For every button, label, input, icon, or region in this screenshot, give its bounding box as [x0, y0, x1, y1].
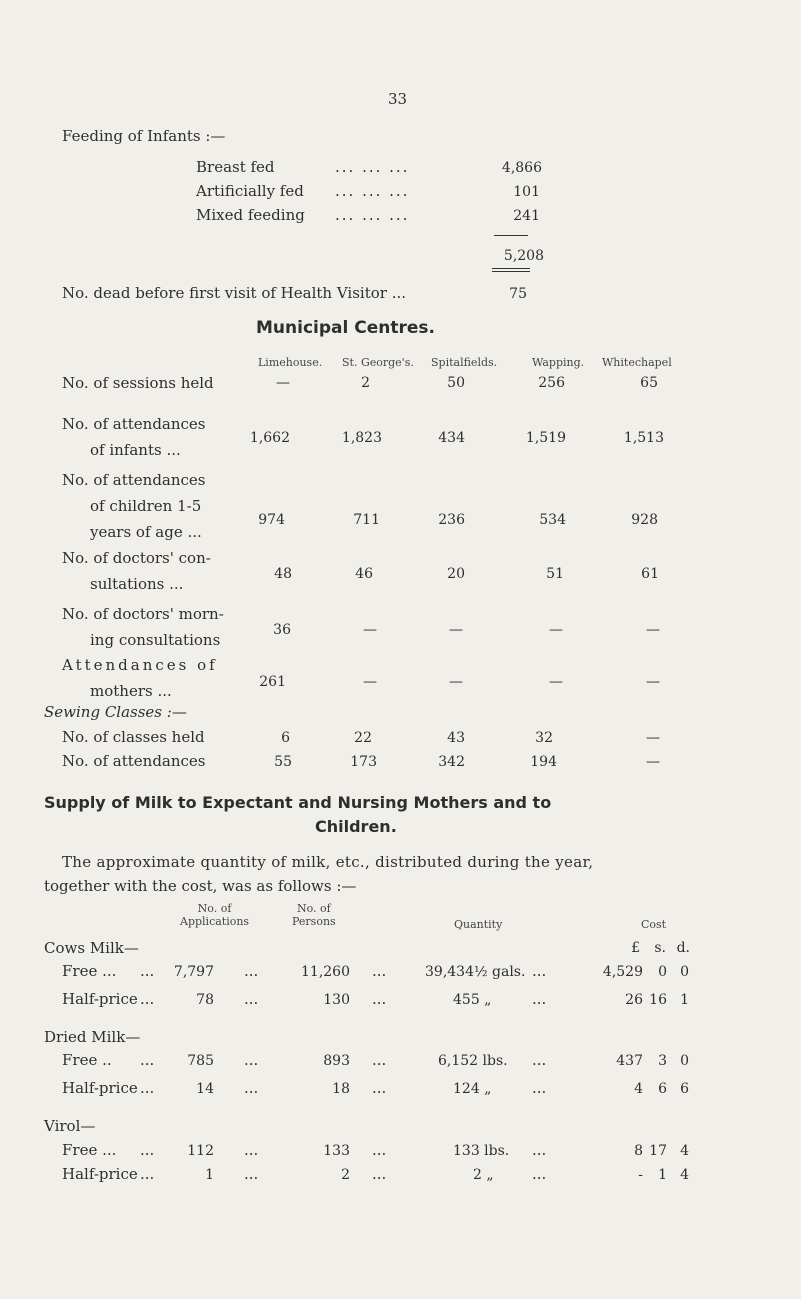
cell-whitechapel: 1,513	[623, 430, 664, 446]
milk-cost-pounds: 4,529	[602, 964, 643, 980]
feeding-dots: ... ... ...	[335, 206, 410, 224]
col-header-applications: No. of Applications	[180, 902, 250, 928]
milk-cost-pounds: 8	[634, 1143, 643, 1159]
cell-st-georges: —	[363, 674, 377, 690]
milk-row-label: Half-price	[62, 1165, 138, 1183]
col-header-whitechapel: Whitechapel	[602, 356, 672, 369]
cell-whitechapel: —	[646, 730, 660, 746]
cell-limehouse: 55	[274, 754, 292, 770]
cell-st-georges: 2	[361, 375, 370, 391]
milk-cost-pounds: 437	[616, 1053, 643, 1069]
col-header-spitalfields: Spitalfields.	[431, 356, 498, 369]
milk-cost-shillings: 0	[658, 964, 667, 980]
cell-whitechapel: 928	[631, 512, 658, 528]
cell-whitechapel: 61	[641, 566, 659, 582]
ellipsis: ...	[372, 1051, 387, 1069]
milk-intro: The approximate quantity of milk, etc., distributed during the year,	[62, 853, 594, 871]
milk-apps: 1	[205, 1167, 214, 1183]
milk-row-label: Half-price	[62, 1079, 138, 1097]
milk-cost-pence: 1	[680, 992, 689, 1008]
sewing-label-classes: No. of classes held	[62, 728, 205, 746]
milk-cost-pence: 4	[680, 1167, 689, 1183]
feeding-value-mixed: 241	[513, 208, 540, 224]
milk-cost-shillings: 6	[658, 1081, 667, 1097]
cell-spitalfields: 236	[438, 512, 465, 528]
milk-apps: 14	[196, 1081, 214, 1097]
dead-value: 75	[509, 286, 527, 302]
cell-wapping: 1,519	[525, 430, 566, 446]
milk-apps: 7,797	[173, 964, 214, 980]
cell-wapping: 51	[546, 566, 564, 582]
feeding-value-breast: 4,866	[501, 160, 542, 176]
cell-limehouse: 48	[274, 566, 292, 582]
ellipsis: ...	[140, 1051, 155, 1069]
cell-st-georges: —	[363, 622, 377, 638]
ellipsis: ...	[140, 1141, 155, 1159]
total-double-rule	[492, 271, 530, 272]
ellipsis: ...	[372, 1079, 387, 1097]
row-label: No. of doctors' con- sultations ...	[62, 549, 211, 593]
ellipsis: ...	[532, 1141, 547, 1159]
ellipsis: ...	[244, 1051, 259, 1069]
col-header-wapping: Wapping.	[532, 356, 585, 369]
cell-st-georges: 46	[355, 566, 373, 582]
milk-cost-pence: 6	[680, 1081, 689, 1097]
feeding-total: 5,208	[503, 248, 544, 264]
total-double-rule	[492, 268, 530, 269]
currency-pence: d.	[676, 940, 690, 956]
feeding-dots: ... ... ...	[335, 158, 410, 176]
cell-limehouse: —	[276, 375, 290, 391]
sewing-label-attendances: No. of attendances	[62, 752, 206, 770]
milk-row-label: Free ...	[62, 962, 117, 980]
ellipsis: ...	[244, 1141, 259, 1159]
ellipsis: ...	[372, 1165, 387, 1183]
col-header-quantity: Quantity	[454, 918, 503, 931]
milk-cost-shillings: 3	[658, 1053, 667, 1069]
milk-cost-pounds: -	[638, 1167, 643, 1183]
ellipsis: ...	[532, 1051, 547, 1069]
milk-quantity: 6,152 lbs.	[438, 1053, 508, 1069]
ellipsis: ...	[532, 962, 547, 980]
cell-limehouse: 6	[281, 730, 290, 746]
ellipsis: ...	[532, 1165, 547, 1183]
feeding-heading: Feeding of Infants :—	[62, 127, 226, 145]
cell-st-georges: 711	[353, 512, 380, 528]
row-label: No. of attendances of children 1-5 years of age ...	[62, 471, 206, 541]
feeding-dots: ... ... ...	[335, 182, 410, 200]
milk-quantity: 124 „	[453, 1081, 492, 1097]
cell-spitalfields: 20	[447, 566, 465, 582]
subtotal-rule	[494, 235, 528, 236]
row-label: Attendances of mothers ...	[62, 656, 218, 700]
cell-limehouse: 974	[258, 512, 285, 528]
cell-spitalfields: 342	[438, 754, 465, 770]
milk-row-label: Half-price	[62, 990, 138, 1008]
group-name-cows-milk: Cows Milk—	[44, 939, 139, 957]
ellipsis: ...	[372, 990, 387, 1008]
cell-whitechapel: —	[646, 754, 660, 770]
ellipsis: ...	[532, 1079, 547, 1097]
cell-spitalfields: 50	[447, 375, 465, 391]
milk-persons: 2	[341, 1167, 350, 1183]
milk-persons: 11,260	[301, 964, 350, 980]
feeding-label-mixed: Mixed feeding	[196, 206, 305, 224]
cell-st-georges: 173	[350, 754, 377, 770]
cell-wapping: —	[549, 674, 563, 690]
ellipsis: ...	[244, 1079, 259, 1097]
cell-whitechapel: —	[646, 674, 660, 690]
milk-persons: 893	[323, 1053, 350, 1069]
ellipsis: ...	[372, 1141, 387, 1159]
cell-whitechapel: —	[646, 622, 660, 638]
currency-shillings: s.	[654, 940, 666, 956]
ellipsis: ...	[140, 962, 155, 980]
milk-cost-pounds: 26	[625, 992, 643, 1008]
municipal-heading: Municipal Centres.	[256, 318, 435, 338]
milk-apps: 785	[187, 1053, 214, 1069]
cell-wapping: —	[549, 622, 563, 638]
cell-limehouse: 261	[259, 674, 286, 690]
cell-spitalfields: 434	[438, 430, 465, 446]
cell-wapping: 534	[539, 512, 566, 528]
cell-st-georges: 22	[354, 730, 372, 746]
milk-cost-pence: 0	[680, 964, 689, 980]
col-header-persons: No. of Persons	[292, 902, 336, 928]
milk-cost-pounds: 4	[634, 1081, 643, 1097]
milk-heading-cont: Children.	[315, 817, 397, 836]
milk-apps: 78	[196, 992, 214, 1008]
row-label: No. of sessions held	[62, 374, 214, 392]
milk-persons: 133	[323, 1143, 350, 1159]
cell-spitalfields: —	[449, 622, 463, 638]
group-name-dried-milk: Dried Milk—	[44, 1028, 141, 1046]
feeding-label-artificial: Artificially fed	[196, 182, 304, 200]
cell-spitalfields: —	[449, 674, 463, 690]
ellipsis: ...	[140, 990, 155, 1008]
milk-quantity: 455 „	[453, 992, 492, 1008]
cell-limehouse: 1,662	[249, 430, 290, 446]
milk-cost-shillings: 1	[658, 1167, 667, 1183]
milk-quantity: 2 „	[473, 1167, 494, 1183]
cell-wapping: 256	[538, 375, 565, 391]
col-header-st-georges: St. George's.	[342, 356, 414, 369]
cell-spitalfields: 43	[447, 730, 465, 746]
cell-limehouse: 36	[273, 622, 291, 638]
cell-wapping: 32	[535, 730, 553, 746]
ellipsis: ...	[244, 990, 259, 1008]
group-name-virol: Virol—	[44, 1117, 96, 1135]
ellipsis: ...	[244, 962, 259, 980]
milk-cost-pence: 4	[680, 1143, 689, 1159]
milk-quantity: 39,434½ gals.	[425, 964, 526, 980]
milk-persons: 18	[332, 1081, 350, 1097]
col-header-limehouse: Limehouse.	[258, 356, 323, 369]
milk-intro-cont: together with the cost, was as follows :—	[44, 877, 357, 895]
ellipsis: ...	[372, 962, 387, 980]
milk-cost-shillings: 16	[649, 992, 667, 1008]
milk-heading: Supply of Milk to Expectant and Nursing Mothers and to	[44, 793, 552, 812]
col-header-cost: Cost	[641, 918, 667, 931]
feeding-label-breast: Breast fed	[196, 158, 275, 176]
ellipsis: ...	[244, 1165, 259, 1183]
milk-row-label: Free ..	[62, 1051, 112, 1069]
cell-whitechapel: 65	[640, 375, 658, 391]
cell-wapping: 194	[530, 754, 557, 770]
feeding-value-artificial: 101	[513, 184, 540, 200]
sewing-heading: Sewing Classes :—	[44, 703, 187, 721]
page-number: 33	[388, 90, 408, 108]
milk-persons: 130	[323, 992, 350, 1008]
milk-quantity: 133 lbs.	[453, 1143, 510, 1159]
dead-label: No. dead before first visit of Health Visitor ...	[62, 284, 406, 302]
row-label: No. of doctors' morn- ing consultations	[62, 605, 224, 649]
milk-row-label: Free ...	[62, 1141, 117, 1159]
milk-cost-shillings: 17	[649, 1143, 667, 1159]
milk-cost-pence: 0	[680, 1053, 689, 1069]
ellipsis: ...	[140, 1079, 155, 1097]
milk-apps: 112	[187, 1143, 214, 1159]
cell-st-georges: 1,823	[341, 430, 382, 446]
currency-pounds: £	[631, 940, 640, 956]
ellipsis: ...	[140, 1165, 155, 1183]
ellipsis: ...	[532, 990, 547, 1008]
row-label: No. of attendances of infants ...	[62, 415, 206, 459]
